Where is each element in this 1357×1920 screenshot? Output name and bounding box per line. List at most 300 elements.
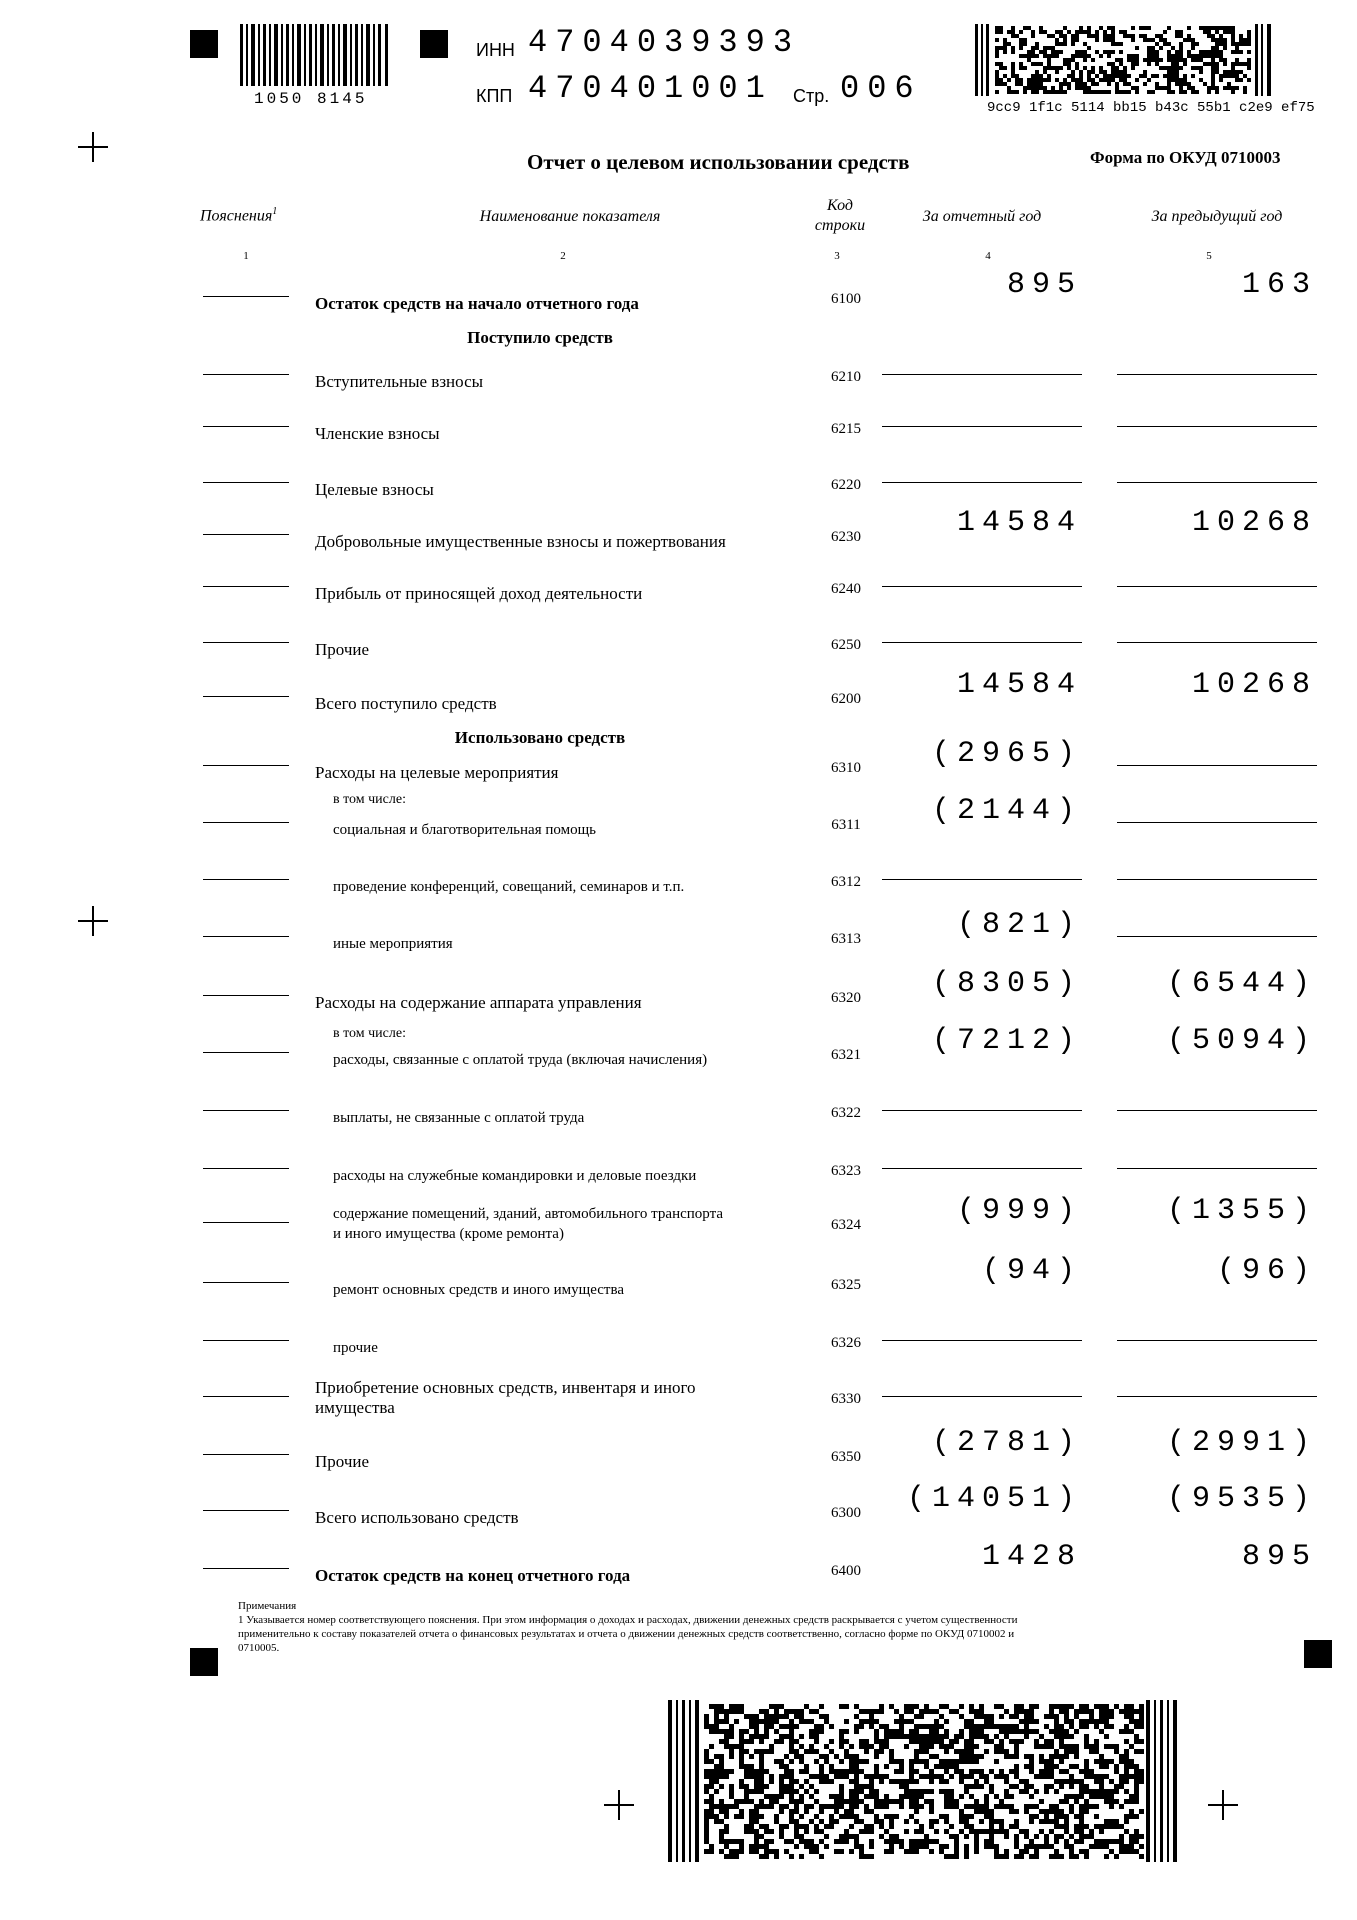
barcode-module (789, 1759, 794, 1764)
barcode-module (1235, 50, 1239, 54)
barcode-module (719, 1784, 724, 1789)
barcode-module (784, 1769, 789, 1774)
barcode-module (889, 1819, 894, 1824)
column-header-name: Наименование показателя (479, 208, 661, 225)
barcode-module (744, 1789, 749, 1794)
barcode-module (954, 1849, 959, 1854)
barcode-module (794, 1799, 799, 1804)
barcode-module (859, 1829, 864, 1834)
barcode-module (1059, 1704, 1064, 1709)
barcode-module (1031, 54, 1035, 58)
barcode-module (879, 1834, 884, 1839)
barcode-module (1004, 1834, 1009, 1839)
barcode-module (1035, 74, 1039, 78)
barcode-module (1099, 1824, 1104, 1829)
previous-year-value: (1355) (1166, 1194, 1317, 1228)
barcode-module (729, 1724, 734, 1729)
barcode-module (1175, 62, 1179, 66)
barcode-module (1095, 38, 1099, 42)
barcode-module (979, 1819, 984, 1824)
barcode-module (999, 1824, 1004, 1829)
barcode-module (1055, 30, 1059, 34)
barcode-module (1023, 38, 1027, 42)
barcode-module (1023, 54, 1027, 58)
barcode-module (929, 1774, 934, 1779)
barcode-module (1054, 1834, 1059, 1839)
barcode-module (1099, 1784, 1104, 1789)
barcode-module (1215, 90, 1219, 94)
barcode-module (854, 1714, 859, 1719)
row-name: Членские взносы (315, 424, 440, 443)
barcode-module (1099, 1794, 1104, 1799)
barcode-module (844, 1829, 849, 1834)
barcode-module (839, 1849, 844, 1854)
row-name: Прочие (315, 640, 370, 659)
barcode-module (1124, 1714, 1129, 1719)
barcode-module (834, 1774, 839, 1779)
barcode-module (1211, 74, 1215, 78)
row-code: 6325 (831, 1277, 861, 1293)
barcode-module (779, 1804, 784, 1809)
barcode-module (1134, 1709, 1139, 1714)
barcode-module (1064, 1719, 1069, 1724)
barcode-module (1199, 50, 1203, 54)
barcode-module (1089, 1744, 1094, 1749)
barcode-module (954, 1769, 959, 1774)
barcode-module (1215, 54, 1219, 58)
barcode-module (1155, 34, 1159, 38)
barcode-module (914, 1789, 919, 1794)
barcode-module (1231, 38, 1235, 42)
current-year-empty-line (882, 426, 1082, 427)
barcode-module (1135, 62, 1139, 66)
barcode-module (764, 1844, 769, 1849)
barcode-module (1091, 66, 1095, 70)
current-year-value: (999) (956, 1194, 1082, 1228)
barcode-module (1059, 1824, 1064, 1829)
notes-cell-line (203, 642, 289, 643)
barcode-module (704, 1789, 709, 1794)
barcode-module (1047, 62, 1051, 66)
barcode-module (1009, 1724, 1014, 1729)
barcode-module (1055, 50, 1059, 54)
barcode-module (864, 1784, 869, 1789)
barcode-module (1049, 1759, 1054, 1764)
barcode-module (1187, 54, 1191, 58)
barcode-module (1014, 1774, 1019, 1779)
barcode-module (914, 1754, 919, 1759)
barcode-module (984, 1724, 989, 1729)
row-code: 6300 (831, 1505, 861, 1521)
barcode-module (1027, 54, 1031, 58)
barcode-module (704, 1799, 709, 1804)
barcode-module (1107, 62, 1111, 66)
barcode-module (854, 1844, 859, 1849)
barcode-module (1039, 30, 1043, 34)
barcode-module (874, 1789, 879, 1794)
barcode-module (754, 1724, 759, 1729)
barcode-module (704, 1774, 709, 1779)
barcode-module (914, 1704, 919, 1709)
barcode-module (979, 1714, 984, 1719)
barcode-module (724, 1739, 729, 1744)
barcode-module (909, 1779, 914, 1784)
barcode-module (1247, 66, 1251, 70)
barcode-module (859, 1789, 864, 1794)
barcode-module (1134, 1774, 1139, 1779)
barcode-module (1199, 26, 1203, 30)
barcode-module (764, 1839, 769, 1844)
barcode-module (719, 1804, 724, 1809)
barcode-module (714, 1714, 719, 1719)
crosshair-mark (1208, 1790, 1238, 1820)
barcode-module (904, 1794, 909, 1799)
barcode-module (1171, 46, 1175, 50)
barcode-module (1139, 1779, 1144, 1784)
barcode-module (914, 1779, 919, 1784)
barcode-module (1044, 1789, 1049, 1794)
barcode-module (1087, 30, 1091, 34)
barcode-module (1223, 70, 1227, 74)
barcode-module (1089, 1829, 1094, 1834)
barcode-module (1109, 1824, 1114, 1829)
barcode-module (1099, 1789, 1104, 1794)
barcode-module (839, 1704, 844, 1709)
barcode-module (774, 1719, 779, 1724)
barcode-module (939, 1724, 944, 1729)
barcode-module (1055, 66, 1059, 70)
barcode-module (704, 1814, 709, 1819)
barcode-module (1143, 34, 1147, 38)
barcode-module (709, 1794, 714, 1799)
barcode-module (1187, 50, 1191, 54)
barcode-module (824, 1774, 829, 1779)
barcode-module (989, 1809, 994, 1814)
barcode-module (1134, 1764, 1139, 1769)
barcode-module (789, 1709, 794, 1714)
barcode-module (854, 1794, 859, 1799)
barcode-module (1211, 82, 1215, 86)
barcode-module (1163, 66, 1167, 70)
barcode-module (754, 1789, 759, 1794)
registration-mark (420, 30, 448, 58)
barcode-module (964, 1774, 969, 1779)
barcode-module (809, 1844, 814, 1849)
barcode-module (1167, 70, 1171, 74)
barcode-module (749, 1714, 754, 1719)
barcode-module (839, 1729, 844, 1734)
barcode-module (939, 1739, 944, 1744)
barcode-module (899, 1844, 904, 1849)
barcode-module (984, 1734, 989, 1739)
barcode-module (1039, 50, 1043, 54)
row-code: 6310 (831, 760, 861, 776)
barcode-module (1243, 86, 1247, 90)
barcode-module (1155, 74, 1159, 78)
barcode-module (764, 1729, 769, 1734)
barcode-module (964, 1754, 969, 1759)
barcode-module (1035, 78, 1039, 82)
barcode-module (1215, 46, 1219, 50)
barcode-module (1054, 1819, 1059, 1824)
barcode-module (819, 1729, 824, 1734)
barcode-module (1127, 74, 1131, 78)
inn-label: ИНН (476, 40, 515, 60)
barcode-module (999, 1739, 1004, 1744)
barcode-module (934, 1719, 939, 1724)
barcode-module (754, 1814, 759, 1819)
barcode-module (1059, 1754, 1064, 1759)
barcode-module (1024, 1789, 1029, 1794)
barcode-module (719, 1774, 724, 1779)
barcode-module (1139, 1769, 1144, 1774)
barcode-module (819, 1704, 824, 1709)
barcode-module (709, 1744, 714, 1749)
barcode-module (779, 1824, 784, 1829)
barcode-module (974, 1804, 979, 1809)
barcode-module (799, 1734, 804, 1739)
barcode-module (914, 1799, 919, 1804)
barcode-module (749, 1814, 754, 1819)
barcode-module (924, 1749, 929, 1754)
barcode-module (1129, 1774, 1134, 1779)
barcode-module (894, 1799, 899, 1804)
barcode-module (1031, 86, 1035, 90)
barcode-module (1034, 1719, 1039, 1724)
barcode-module (1219, 54, 1223, 58)
barcode-module (959, 1769, 964, 1774)
barcode-module (829, 1764, 834, 1769)
notes-cell-line (203, 765, 289, 766)
barcode-module (954, 1834, 959, 1839)
barcode-module (724, 1809, 729, 1814)
barcode-module (754, 1809, 759, 1814)
previous-year-value: 163 (1241, 268, 1317, 302)
barcode-module (1024, 1719, 1029, 1724)
barcode-module (1011, 90, 1015, 94)
barcode-module (1135, 46, 1139, 50)
barcode-module (994, 1774, 999, 1779)
barcode-module (819, 1724, 824, 1729)
barcode-module (1207, 86, 1211, 90)
barcode-module (1011, 26, 1015, 30)
barcode-module (1219, 50, 1223, 54)
barcode-module (1134, 1794, 1139, 1799)
barcode-module (1004, 1754, 1009, 1759)
current-year-empty-line (882, 586, 1082, 587)
barcode-module (779, 1794, 784, 1799)
barcode-module (1087, 70, 1091, 74)
barcode-module (794, 1724, 799, 1729)
barcode-module (969, 1704, 974, 1709)
barcode-module (1069, 1844, 1074, 1849)
barcode-module (839, 1744, 844, 1749)
barcode-module (729, 1839, 734, 1844)
barcode-module (1044, 1784, 1049, 1789)
barcode-module (904, 1719, 909, 1724)
barcode-module (724, 1714, 729, 1719)
barcode-module (939, 1704, 944, 1709)
barcode-module (784, 1839, 789, 1844)
barcode-module (854, 1834, 859, 1839)
barcode-module (1094, 1724, 1099, 1729)
barcode-module (1129, 1764, 1134, 1769)
column-number: 3 (834, 250, 840, 262)
barcode-module (1014, 1714, 1019, 1719)
barcode-module (994, 1749, 999, 1754)
barcode-module (1044, 1774, 1049, 1779)
barcode-module (1035, 86, 1039, 90)
barcode-module (1054, 1849, 1059, 1854)
barcode-module (759, 1784, 764, 1789)
barcode-module (1089, 1834, 1094, 1839)
barcode-module (974, 1714, 979, 1719)
barcode-module (894, 1839, 899, 1844)
barcode-module (1019, 78, 1023, 82)
barcode-module (984, 1714, 989, 1719)
barcode-module (889, 1749, 894, 1754)
barcode-module (999, 30, 1003, 34)
barcode-module (1171, 90, 1175, 94)
barcode-module (1203, 30, 1207, 34)
barcode-module (774, 1799, 779, 1804)
barcode-module (789, 1744, 794, 1749)
barcode-module (889, 1834, 894, 1839)
barcode-module (899, 1724, 904, 1729)
barcode-module (914, 1769, 919, 1774)
barcode-module (1059, 1799, 1064, 1804)
barcode-module (1135, 86, 1139, 90)
barcode-module (1171, 62, 1175, 66)
column-header-previous-year: За предыдущий год (1151, 208, 1283, 225)
barcode-module (1009, 1714, 1014, 1719)
barcode-module (969, 1719, 974, 1724)
barcode-module (924, 1734, 929, 1739)
barcode-module (1055, 54, 1059, 58)
barcode-module (1179, 50, 1183, 54)
barcode-module (784, 1774, 789, 1779)
barcode-module (1074, 1749, 1079, 1754)
registration-mark (190, 1648, 218, 1676)
barcode-module (904, 1734, 909, 1739)
barcode-module (974, 1734, 979, 1739)
barcode-module (944, 1814, 949, 1819)
barcode-module (1095, 74, 1099, 78)
barcode-module (734, 1849, 739, 1854)
barcode-module (1044, 1759, 1049, 1764)
current-year-empty-line (882, 1168, 1082, 1169)
barcode-module (954, 1854, 959, 1859)
barcode-module (784, 1734, 789, 1739)
barcode-module (919, 1739, 924, 1744)
barcode-module (1139, 1809, 1144, 1814)
barcode-module (854, 1754, 859, 1759)
barcode-module (1231, 26, 1235, 30)
barcode-module (924, 1739, 929, 1744)
barcode-module (1099, 66, 1103, 70)
barcode-module (929, 1754, 934, 1759)
barcode-module (894, 1814, 899, 1819)
barcode-module (854, 1769, 859, 1774)
barcode-module (1247, 42, 1251, 46)
barcode-module (799, 1719, 804, 1724)
column-header-code (800, 196, 880, 236)
barcode-module (995, 50, 999, 54)
barcode-module (1134, 1814, 1139, 1819)
barcode-module (1009, 1784, 1014, 1789)
barcode-module (914, 1839, 919, 1844)
barcode-module (1003, 82, 1007, 86)
barcode-module (1049, 1729, 1054, 1734)
barcode-module (764, 1719, 769, 1724)
barcode-module (974, 1784, 979, 1789)
barcode-module (724, 1769, 729, 1774)
barcode-module (894, 1709, 899, 1714)
barcode-module (1023, 90, 1027, 94)
barcode-module (994, 1854, 999, 1859)
barcode-module (1103, 38, 1107, 42)
barcode-module (779, 1779, 784, 1784)
barcode-module (1074, 1779, 1079, 1784)
barcode-module (1069, 1764, 1074, 1769)
barcode-module (974, 1839, 979, 1844)
barcode-module (1069, 1744, 1074, 1749)
barcode-module (844, 1704, 849, 1709)
barcode-module (1014, 1819, 1019, 1824)
barcode-module (749, 1849, 754, 1854)
barcode-module (1151, 90, 1155, 94)
barcode-module (1207, 62, 1211, 66)
barcode-module (1024, 1834, 1029, 1839)
barcode-module (1099, 1729, 1104, 1734)
barcode-module (1044, 1714, 1049, 1719)
barcode-module (1115, 86, 1119, 90)
barcode-module (749, 1809, 754, 1814)
barcode-module (729, 1849, 734, 1854)
barcode-module (1219, 38, 1223, 42)
kpp-value: 470401001 (528, 70, 773, 107)
barcode-module (769, 1779, 774, 1784)
barcode-module (1235, 74, 1239, 78)
barcode-module (979, 1769, 984, 1774)
barcode-module (1139, 1854, 1144, 1859)
barcode-module (1034, 1854, 1039, 1859)
barcode-module (1039, 1734, 1044, 1739)
barcode-module (1227, 26, 1231, 30)
barcode-module (1187, 86, 1191, 90)
row-name: Прибыль от приносящей доход деятельности (315, 584, 643, 603)
notes-cell-line (203, 822, 289, 823)
barcode-module (1103, 30, 1107, 34)
barcode-module (909, 1769, 914, 1774)
barcode-module (1119, 62, 1123, 66)
barcode-module (1124, 1814, 1129, 1819)
barcode-module (754, 1749, 759, 1754)
barcode-module (1124, 1739, 1129, 1744)
barcode-module (799, 1709, 804, 1714)
barcode-module (1111, 66, 1115, 70)
barcode-module (1029, 1709, 1034, 1714)
linear-barcode (240, 24, 390, 86)
barcode-module (724, 1824, 729, 1829)
barcode-module (889, 1814, 894, 1819)
barcode-module (1024, 1809, 1029, 1814)
barcode-module (929, 1729, 934, 1734)
barcode-module (1014, 1709, 1019, 1714)
barcode-module (1159, 66, 1163, 70)
barcode-module (1054, 1839, 1059, 1844)
barcode-module (819, 1854, 824, 1859)
